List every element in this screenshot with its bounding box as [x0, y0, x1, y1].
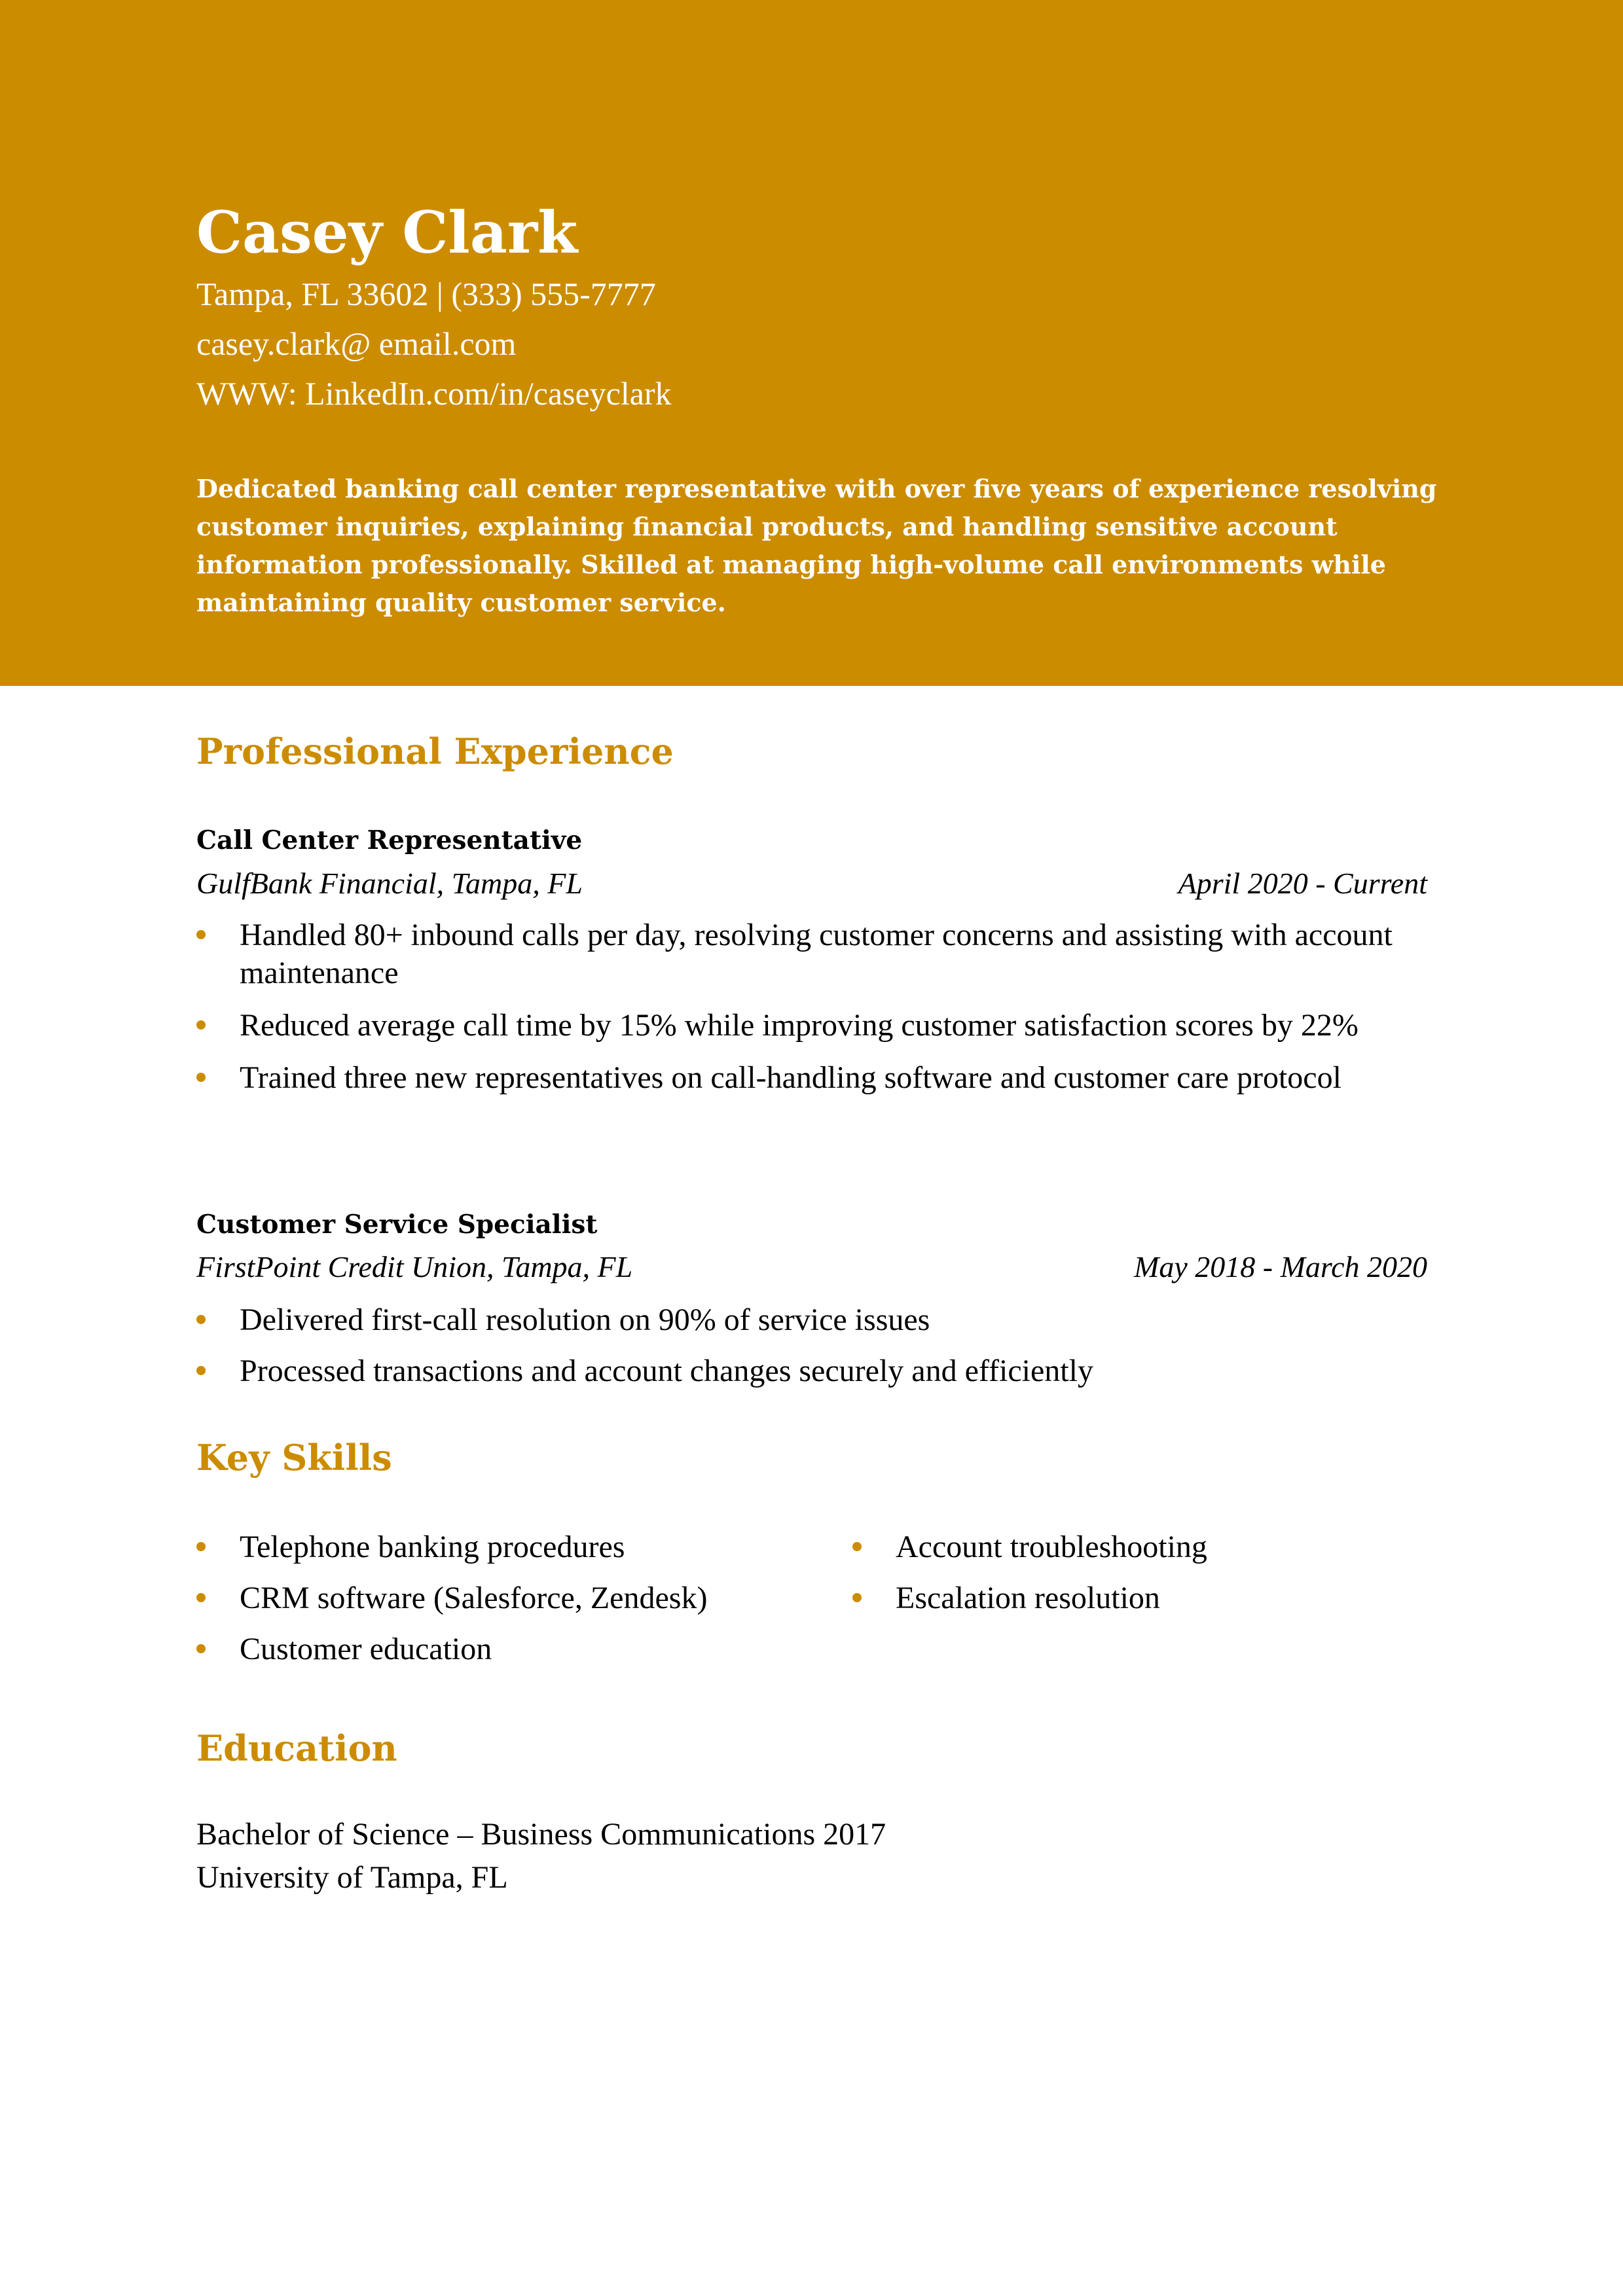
skill-text: Account troubleshooting [896, 1530, 1207, 1564]
bullet-icon [196, 1366, 206, 1375]
bullet-text: Processed transactions and account changes securely and efficiently [240, 1354, 1093, 1388]
bullet-icon [196, 1315, 206, 1324]
list-item [196, 1528, 851, 1566]
bullet-icon [196, 1020, 206, 1030]
job-bullets [196, 916, 1408, 1111]
location-phone: Tampa, FL 33602 | (333) 555-7777 [196, 276, 656, 312]
skills-list-left [196, 1528, 851, 1681]
list-item [196, 916, 1408, 992]
bullet-icon [196, 1073, 206, 1082]
job-bullets [196, 1301, 1408, 1403]
job-dates: May 2018 - March 2020 [1134, 1250, 1427, 1283]
bullet-icon [196, 1542, 206, 1551]
bullet-icon [196, 1593, 206, 1602]
experience-heading: Professional Experience [196, 730, 674, 772]
list-item [852, 1528, 1507, 1566]
list-item [196, 1352, 1408, 1390]
job-title: Call Center Representative [196, 825, 583, 855]
candidate-name: Casey Clark [196, 198, 578, 266]
company-name: FirstPoint Credit Union, Tampa, FL [196, 1250, 633, 1283]
list-item [196, 1579, 851, 1617]
skill-text: Customer education [240, 1632, 492, 1666]
list-item [196, 1007, 1408, 1045]
bullet-icon [852, 1542, 862, 1551]
list-item [196, 1059, 1408, 1097]
header-banner [0, 0, 1623, 686]
list-item [852, 1579, 1507, 1617]
school: University of Tampa, FL [196, 1860, 508, 1895]
bullet-text: Reduced average call time by 15% while improving customer satisfaction scores by 22% [240, 1008, 1359, 1043]
list-item [196, 1630, 851, 1668]
skill-text: CRM software (Salesforce, Zendesk) [240, 1581, 708, 1615]
skill-text: Telephone banking procedures [240, 1530, 625, 1564]
bullet-text: Delivered first-call resolution on 90% of service issues [240, 1302, 930, 1337]
company-row [196, 1247, 1427, 1287]
degree: Bachelor of Science – Business Communications 2017 [196, 1817, 886, 1852]
professional-summary: Dedicated banking call center representative with over five years of experience resolving customer inquiries, explaining financial products, and handling sensitive account information professionally. Skilled at managing high-volume call environments while maintaining quality customer service. [196, 474, 1437, 617]
bullet-icon [196, 930, 206, 939]
skills-heading: Key Skills [196, 1437, 392, 1479]
company-row [196, 864, 1427, 903]
education-heading: Education [196, 1727, 397, 1769]
skills-list-right [852, 1528, 1507, 1630]
bullet-text: Handled 80+ inbound calls per day, resolving customer concerns and assisting with account maintenance [240, 918, 1393, 990]
job-title: Customer Service Specialist [196, 1210, 598, 1240]
skill-text: Escalation resolution [896, 1581, 1160, 1615]
job-dates: April 2020 - Current [1178, 867, 1427, 900]
bullet-icon [196, 1644, 206, 1653]
bullet-icon [852, 1593, 862, 1602]
linkedin-url[interactable]: WWW: LinkedIn.com/in/caseyclark [196, 375, 672, 412]
company-name: GulfBank Financial, Tampa, FL [196, 867, 583, 900]
bullet-text: Trained three new representatives on call-handling software and customer care protocol [240, 1060, 1341, 1095]
list-item [196, 1301, 1408, 1339]
email[interactable]: casey.clark@ email.com [196, 325, 517, 362]
